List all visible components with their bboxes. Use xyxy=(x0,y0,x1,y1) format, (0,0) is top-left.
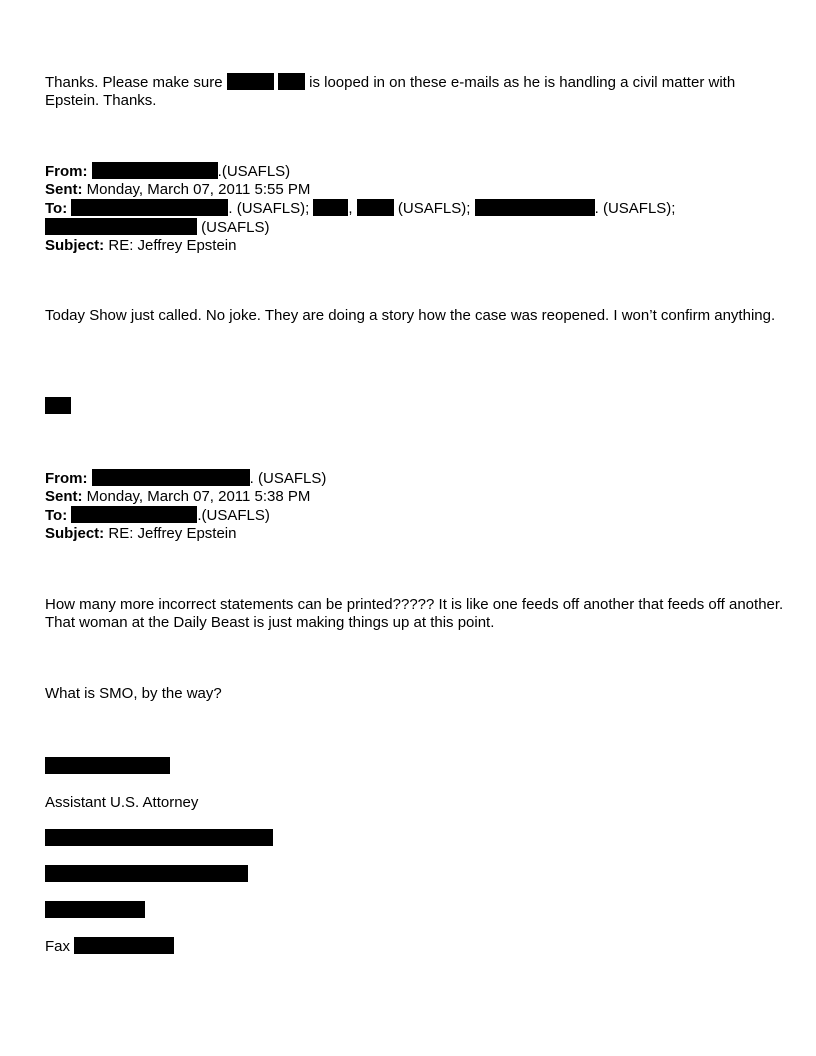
redaction xyxy=(227,73,274,90)
from-line xyxy=(45,162,785,181)
fax-line xyxy=(45,937,785,956)
reply-text-start: Thanks. Please make sure xyxy=(45,74,227,91)
redaction xyxy=(71,199,228,216)
subject-label: Subject: xyxy=(45,525,105,542)
redaction xyxy=(45,901,145,918)
to-seg-3: (USAFLS); xyxy=(393,200,475,217)
redaction xyxy=(475,199,595,216)
message-body-3: What is SMO, by the way? xyxy=(45,685,222,702)
to-seg-2: , xyxy=(348,200,357,217)
sent-value: Monday, March 07, 2011 5:38 PM xyxy=(86,488,311,505)
redaction xyxy=(45,218,197,235)
to-label: To: xyxy=(45,200,68,217)
subject-value: RE: Jeffrey Epstein xyxy=(108,237,237,254)
email-header-2 xyxy=(45,469,785,543)
signature-title: Assistant U.S. Attorney xyxy=(45,794,199,811)
from-label: From: xyxy=(45,470,88,487)
sent-label: Sent: xyxy=(45,181,83,198)
reply-message xyxy=(45,73,785,110)
to-line-2 xyxy=(45,218,785,237)
to-seg-4: . (USAFLS); xyxy=(594,200,676,217)
reply-text-end: is looped in on these e-mails as he is handling a civil matter with Epstein. Thanks. xyxy=(45,74,736,109)
redaction xyxy=(92,469,250,486)
to-line xyxy=(45,506,785,525)
to-seg-5: (USAFLS) xyxy=(197,219,270,236)
sent-label: Sent: xyxy=(45,488,83,505)
redaction xyxy=(278,73,305,90)
redaction xyxy=(45,397,71,414)
message-body-2: How many more incorrect statements can be printed????? It is like one feeds off another that feeds off another. That woman at the Daily Beast is just making things up at this point. xyxy=(45,596,784,631)
sent-line xyxy=(45,488,785,506)
subject-line xyxy=(45,525,785,543)
redaction xyxy=(74,937,174,954)
email-header-1 xyxy=(45,162,785,255)
message-body-1: Today Show just called. No joke. They are doing a story how the case was reopened. I won’t confirm anything. xyxy=(45,307,776,324)
from-line xyxy=(45,469,785,488)
redaction xyxy=(45,757,170,774)
redaction xyxy=(45,865,248,882)
subject-label: Subject: xyxy=(45,237,105,254)
to-label: To: xyxy=(45,507,68,524)
from-suffix: . (USAFLS) xyxy=(249,470,327,487)
subject-line xyxy=(45,237,785,255)
subject-value: RE: Jeffrey Epstein xyxy=(108,525,237,542)
redaction xyxy=(71,506,197,523)
fax-label: Fax xyxy=(45,938,71,955)
to-seg-1: . (USAFLS); xyxy=(228,200,314,217)
redaction xyxy=(357,199,394,216)
from-suffix: .(USAFLS) xyxy=(217,163,291,180)
to-suffix: .(USAFLS) xyxy=(197,507,270,524)
to-line xyxy=(45,199,785,218)
redaction xyxy=(45,829,273,846)
from-label: From: xyxy=(45,163,88,180)
sent-value: Monday, March 07, 2011 5:55 PM xyxy=(86,181,311,198)
redaction xyxy=(313,199,348,216)
redaction xyxy=(92,162,218,179)
sent-line xyxy=(45,181,785,199)
